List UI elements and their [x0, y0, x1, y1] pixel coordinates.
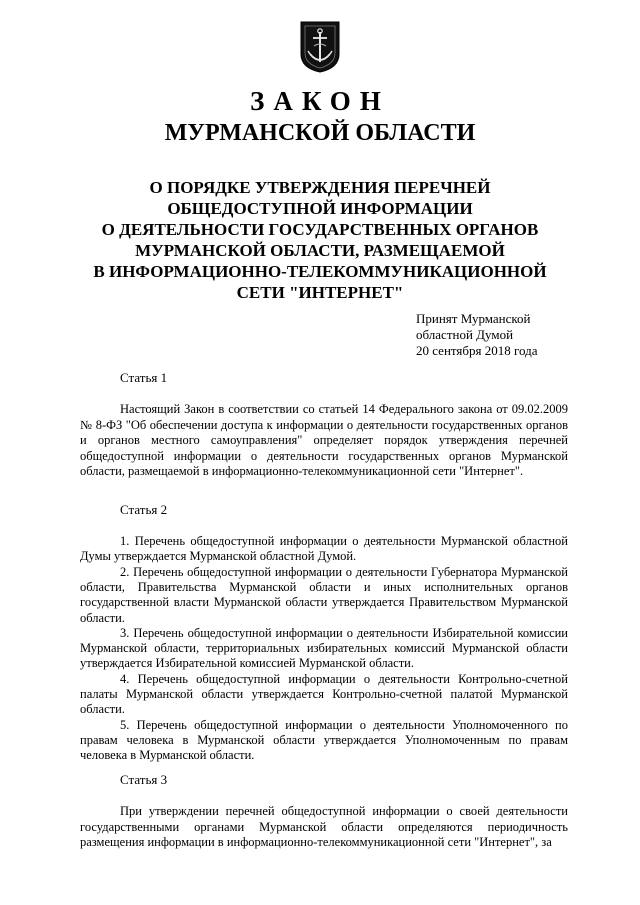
law-heading-line: В ИНФОРМАЦИОННО-ТЕЛЕКОММУНИКАЦИОННОЙ: [93, 262, 547, 281]
law-heading: [0, 177, 640, 303]
adoption-date: 20 сентября 2018 года: [416, 343, 538, 358]
law-heading-line: СЕТИ "ИНТЕРНЕТ": [236, 283, 404, 302]
article-2-item-5: 5. Перечень общедоступной информации о деятельности Уполномоченного по правам человека в Мурманской области утверждается Уполномоченным по правам человека в Мурманской области.: [80, 718, 568, 763]
law-heading-line: О ДЕЯТЕЛЬНОСТИ ГОСУДАРСТВЕННЫХ ОРГАНОВ: [101, 220, 539, 239]
law-heading-line: О ПОРЯДКЕ УТВЕРЖДЕНИЯ ПЕРЕЧНЕЙ: [149, 178, 491, 197]
article-1-title: Статья 1: [120, 370, 168, 385]
law-heading-line: МУРМАНСКОЙ ОБЛАСТИ, РАЗМЕЩАЕМОЙ: [135, 241, 505, 260]
article-3-text: При утверждении перечней общедоступной информации о своей деятельности государственными органами Мурманской области определяются периодичность размещения информации в информационно-телекоммуникационной сети "Интернет", за: [80, 804, 568, 849]
article-2-item-4: 4. Перечень общедоступной информации о деятельности Контрольно-счетной палаты Мурманской области утверждается Контрольно-счетной палатой Мурманской области.: [80, 672, 568, 717]
article-3-title: Статья 3: [120, 772, 168, 787]
article-1-text: Настоящий Закон в соответствии со статьей 14 Федерального закона от 09.02.2009 № 8-ФЗ "Об обеспечении доступа к информации о деятельности государственных органов и органов местного самоуправления" определяет порядок утверждения перечней общедоступной информации о деятельности государственных органов Мурманской области, размещаемой в информационно-телекоммуникационной сети "Интернет".: [80, 402, 568, 478]
article-2-item-2: 2. Перечень общедоступной информации о деятельности Губернатора Мурманской области, Правительства Мурманской области и иных исполнительных органов государственной власти Мурманской области утверждается Правительством Мурманской области.: [80, 565, 568, 625]
article-2-title: Статья 2: [120, 502, 168, 517]
article-2-item-1: 1. Перечень общедоступной информации о деятельности Мурманской областной Думы утверждается Мурманской областной Думой.: [80, 534, 568, 564]
document-title-law: ЗАКОН: [250, 86, 390, 116]
article-2-item-3: 3. Перечень общедоступной информации о деятельности Избирательной комиссии Мурманской области, территориальных избирательных комиссий Мурманской области утверждается Избирательной комиссией Мурманской области.: [80, 626, 568, 671]
adoption-line: Принят Мурманской: [416, 311, 531, 326]
murmansk-coat-of-arms-icon: [299, 20, 341, 74]
document-title-region: МУРМАНСКОЙ ОБЛАСТИ: [164, 120, 476, 146]
adoption-note: [416, 311, 538, 359]
adoption-line: областной Думой: [416, 327, 514, 342]
law-heading-line: ОБЩЕДОСТУПНОЙ ИНФОРМАЦИИ: [167, 199, 473, 218]
